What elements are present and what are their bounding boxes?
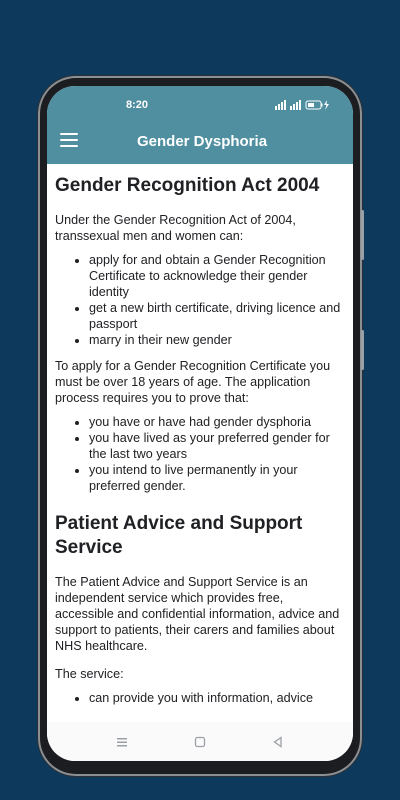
article-content[interactable]	[47, 164, 353, 722]
bullet-list	[55, 690, 343, 706]
list-item: • marry in their new gender	[89, 332, 343, 348]
back-icon[interactable]	[270, 734, 286, 750]
paragraph: To apply for a Gender Recognition Certificate you must be over 18 years of age. The application process requires you to prove that:	[55, 359, 331, 405]
status-icons	[275, 100, 331, 112]
home-icon[interactable]	[192, 734, 208, 750]
paragraph: The Patient Advice and Support Service is an independent service which provides free, accessible and confidential information, advice and support to patients, their carers and families about NHS healthcare.	[55, 575, 340, 653]
power-button	[361, 330, 364, 370]
system-nav-bar	[47, 722, 353, 761]
list-item: • get a new birth certificate, driving licence and passport	[89, 300, 343, 332]
list-item: • apply for and obtain a Gender Recognition Certificate to acknowledge their gender identity	[89, 252, 343, 300]
volume-button	[361, 210, 364, 260]
paragraph: The service:	[55, 667, 124, 681]
recent-apps-icon[interactable]	[114, 734, 130, 750]
section-heading: Patient Advice and Support Service	[55, 513, 303, 558]
status-time: 8:20	[125, 99, 149, 111]
list-item: • you intend to live permanently in your preferred gender.	[89, 462, 343, 494]
screen	[47, 86, 353, 761]
list-item: • can provide you with information, advice	[89, 690, 343, 706]
section-heading: Gender Recognition Act 2004	[55, 175, 320, 196]
page-title: Gender Dysphoria	[137, 133, 268, 150]
hamburger-menu-icon[interactable]	[60, 133, 78, 147]
signal-battery-icon	[275, 100, 331, 110]
app-bar	[47, 86, 353, 164]
bullet-list	[55, 414, 343, 494]
list-item: • you have lived as your preferred gender for the last two years	[89, 430, 343, 462]
paragraph: Under the Gender Recognition Act of 2004, transsexual men and women can:	[55, 213, 296, 243]
bullet-list	[55, 252, 343, 348]
list-item: • you have or have had gender dysphoria	[89, 414, 343, 430]
